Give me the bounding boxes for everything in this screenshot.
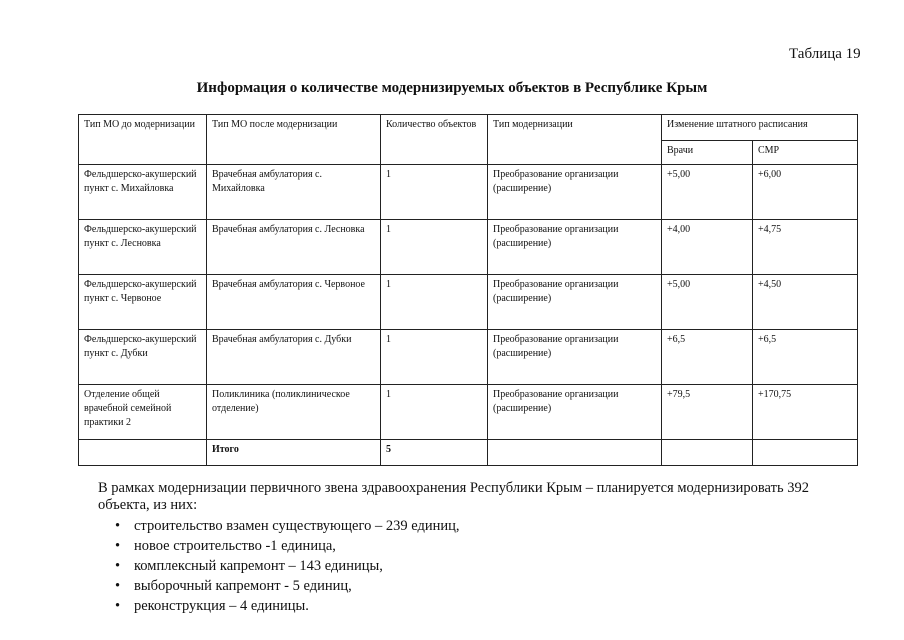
list-item: • комплексный капремонт – 143 единицы, bbox=[98, 556, 460, 576]
objects-table bbox=[78, 114, 858, 466]
cell-type-before: Фельдшерско-акушерский пункт с. Лесновка bbox=[79, 220, 207, 275]
header-doctors: Врачи bbox=[662, 141, 753, 165]
header-count: Количество объектов bbox=[381, 115, 488, 165]
cell-empty bbox=[488, 440, 662, 466]
list-item: • реконструкция – 4 единицы. bbox=[98, 596, 460, 616]
cell-smr: +6,5 bbox=[753, 330, 858, 385]
header-smr: СМР bbox=[753, 141, 858, 165]
cell-smr: +6,00 bbox=[753, 165, 858, 220]
list-item: • строительство взамен существующего – 239 единиц, bbox=[98, 516, 460, 536]
header-type-before: Тип МО до модернизации bbox=[79, 115, 207, 165]
cell-type-before: Отделение общей врачебной семейной практики 2 bbox=[79, 385, 207, 440]
cell-count: 1 bbox=[381, 165, 488, 220]
page-title: Информация о количестве модернизируемых объектов в Республике Крым bbox=[196, 80, 708, 96]
cell-type-after: Врачебная амбулатория с. Лесновка bbox=[207, 220, 381, 275]
cell-doctors: +5,00 bbox=[662, 275, 753, 330]
summary-paragraph: В рамках модернизации первичного звена здравоохранения Республики Крым – планируется модернизировать 392 объекта, из них: bbox=[98, 480, 809, 513]
cell-modernization-type: Преобразование организации (расширение) bbox=[488, 220, 662, 275]
cell-type-after: Врачебная амбулатория с. Червоное bbox=[207, 275, 381, 330]
table-row bbox=[79, 330, 858, 385]
header-modernization-type: Тип модернизации bbox=[488, 115, 662, 165]
cell-type-before: Фельдшерско-акушерский пункт с. Червоное bbox=[79, 275, 207, 330]
cell-count: 1 bbox=[381, 275, 488, 330]
cell-type-after: Врачебная амбулатория с. Михайловка bbox=[207, 165, 381, 220]
cell-type-after: Врачебная амбулатория с. Дубки bbox=[207, 330, 381, 385]
cell-empty bbox=[662, 440, 753, 466]
cell-smr: +4,50 bbox=[753, 275, 858, 330]
cell-count: 1 bbox=[381, 220, 488, 275]
cell-smr: +4,75 bbox=[753, 220, 858, 275]
cell-modernization-type: Преобразование организации (расширение) bbox=[488, 275, 662, 330]
cell-type-after: Поликлиника (поликлиническое отделение) bbox=[207, 385, 381, 440]
cell-type-before: Фельдшерско-акушерский пункт с. Дубки bbox=[79, 330, 207, 385]
cell-modernization-type: Преобразование организации (расширение) bbox=[488, 330, 662, 385]
table-row bbox=[79, 165, 858, 220]
cell-modernization-type: Преобразование организации (расширение) bbox=[488, 385, 662, 440]
total-label: Итого bbox=[207, 440, 381, 466]
table-row bbox=[79, 220, 858, 275]
table-number: Таблица 19 bbox=[789, 46, 861, 62]
cell-modernization-type: Преобразование организации (расширение) bbox=[488, 165, 662, 220]
table-total-row bbox=[79, 440, 858, 466]
cell-doctors: +5,00 bbox=[662, 165, 753, 220]
total-count: 5 bbox=[381, 440, 488, 466]
list-item: • новое строительство -1 единица, bbox=[98, 536, 460, 556]
table-row bbox=[79, 275, 858, 330]
cell-doctors: +79,5 bbox=[662, 385, 753, 440]
table-header-row bbox=[79, 115, 858, 141]
cell-type-before: Фельдшерско-акушерский пункт с. Михайловка bbox=[79, 165, 207, 220]
cell-empty bbox=[753, 440, 858, 466]
modernization-list bbox=[98, 516, 460, 616]
list-item: • выборочный капремонт - 5 единиц, bbox=[98, 576, 460, 596]
cell-count: 1 bbox=[381, 385, 488, 440]
header-type-after: Тип МО после модернизации bbox=[207, 115, 381, 165]
cell-count: 1 bbox=[381, 330, 488, 385]
cell-doctors: +4,00 bbox=[662, 220, 753, 275]
table-row bbox=[79, 385, 858, 440]
cell-doctors: +6,5 bbox=[662, 330, 753, 385]
cell-smr: +170,75 bbox=[753, 385, 858, 440]
cell-empty bbox=[79, 440, 207, 466]
header-staff-change: Изменение штатного расписания bbox=[662, 115, 858, 141]
